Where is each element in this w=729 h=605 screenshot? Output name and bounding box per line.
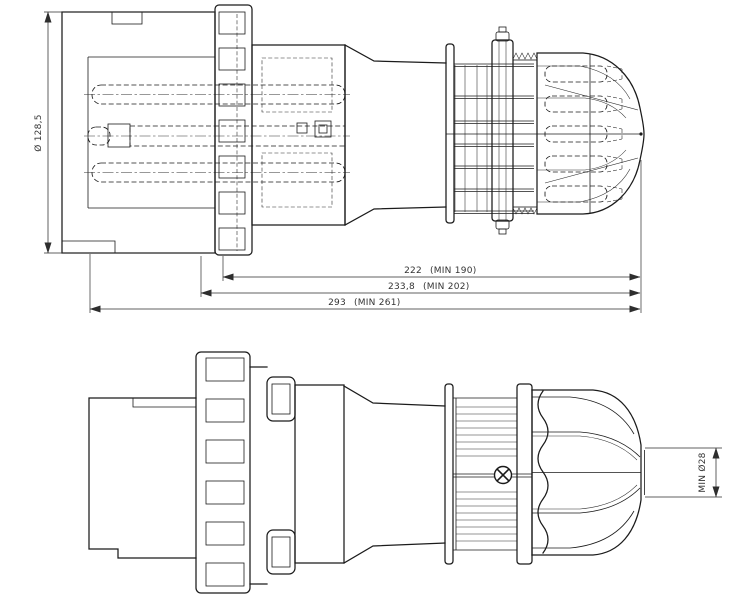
- contact-pins: [84, 14, 350, 251]
- cone-bottom: [344, 386, 445, 563]
- grip-ring-bottom: [196, 352, 250, 593]
- dim-length-c-min: (MIN 261): [354, 298, 401, 308]
- sleeve-outline: [62, 12, 215, 253]
- seal-wave: [538, 391, 548, 553]
- latch-bottom: [267, 530, 295, 574]
- dim-length-c-value: 293: [328, 298, 346, 308]
- dim-length-a-value: 222: [404, 266, 422, 276]
- dim-length-b-min: (MIN 202): [423, 282, 470, 292]
- sleeve-outline-bottom: [89, 398, 196, 558]
- dimension-cable-entry: [645, 448, 722, 497]
- gland-nut: [492, 27, 513, 234]
- dim-length-b-value: 233,8: [387, 282, 415, 292]
- dome-cap-bottom: [532, 390, 645, 555]
- assembly-screw: [495, 467, 512, 484]
- contact-carrier: [252, 45, 345, 225]
- pilot-pin-tip: [108, 124, 130, 147]
- grip-ring: [215, 5, 252, 255]
- dim-length-a-min: (MIN 190): [430, 266, 477, 276]
- dim-cable-entry-label: MIN Ø28: [698, 452, 708, 493]
- flange-bottom: [445, 384, 453, 564]
- flange: [446, 44, 454, 223]
- dim-sleeve-diameter: Ø 128,5: [34, 114, 44, 152]
- top-view: [62, 5, 644, 255]
- rear-housing: [250, 367, 344, 584]
- bottom-view: [89, 352, 645, 593]
- spring-section: [513, 53, 537, 214]
- cage: [454, 64, 534, 214]
- cone: [345, 45, 446, 225]
- dome-cap: [537, 53, 644, 214]
- centerline-node: [639, 132, 642, 135]
- cage-bottom: [453, 398, 532, 550]
